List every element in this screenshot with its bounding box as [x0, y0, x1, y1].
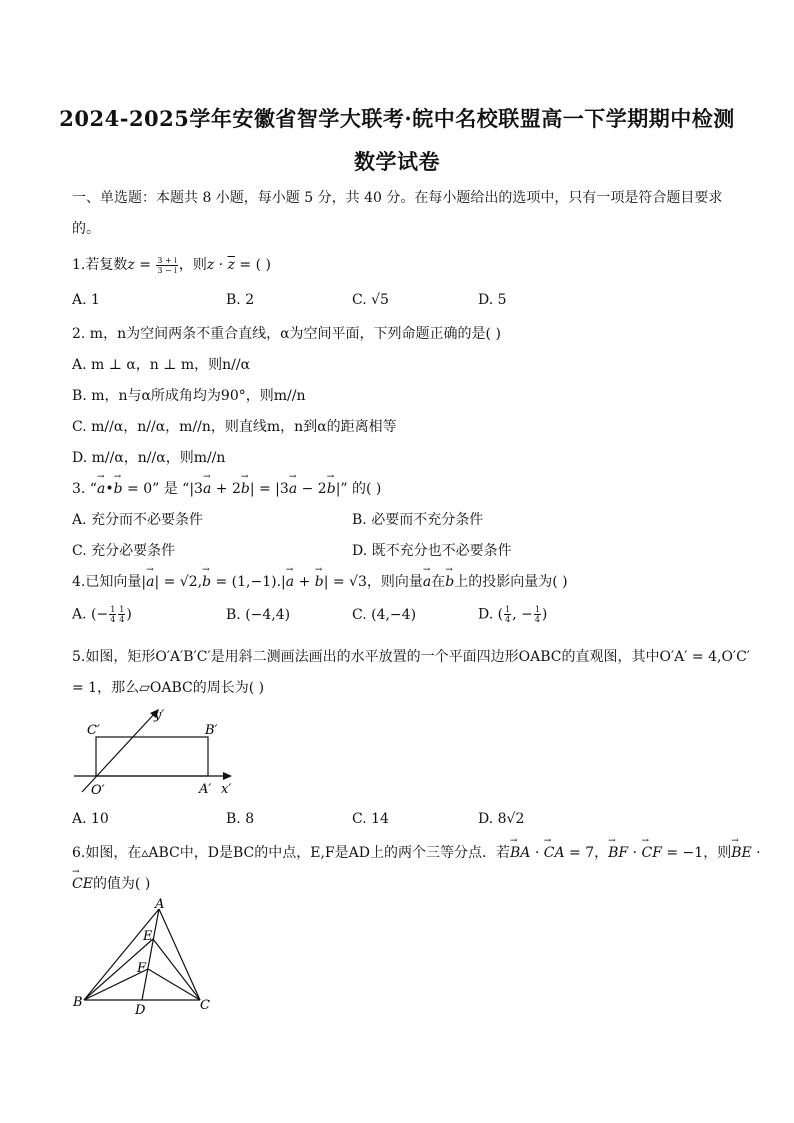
q6-s2: = 7， [564, 845, 609, 861]
q4-option-b: B. (−4,4) [226, 607, 291, 623]
question-5: 5.如图，矩形O′A′B′C′是用斜二测画法画出的水平放置的一个平面四边形OABC的直观图，其中O′A′ = 4,O′C′ [72, 649, 750, 665]
exam-subtitle: 数学试卷 [354, 149, 440, 174]
q1-option-c: C. √5 [352, 292, 389, 308]
question-6-cont [72, 873, 150, 893]
q6-side-ab [84, 909, 159, 1000]
q1-numerator: 3 + i [157, 255, 177, 265]
q1-mid: ，则 [178, 257, 207, 273]
q3-vec-a: → a [97, 481, 105, 497]
q6-s5: · [751, 845, 761, 861]
q4-vec-b: → b [202, 574, 211, 590]
q6-vec-ca: → CA [544, 845, 565, 861]
q4-p5: 在 [431, 574, 446, 590]
q3-option-d: D. 既不充分也不必要条件 [352, 543, 512, 559]
question-1 [72, 254, 271, 275]
q5-option-d: D. 8√2 [478, 811, 525, 827]
q6-vec-cf: → CF [641, 845, 661, 861]
section-instructions-cont: 的。 [72, 221, 100, 237]
q1-option-b: B. 2 [226, 292, 255, 308]
q5-option-b: B. 8 [226, 811, 255, 827]
q6-pre: 6.如图，在▵ABC中，D是BC的中点，E,F是AD上的两个三等分点．若 [72, 845, 510, 861]
q4-optd-f1-den: 4 [505, 615, 511, 624]
q5-x-arrow [223, 772, 232, 780]
question-2: 2. m，n为空间两条不重合直线，α为空间平面，下列命题正确的是( ) [72, 326, 501, 342]
q4-p2: = (1,−1).| [211, 574, 286, 590]
q5-figure [70, 702, 245, 802]
q4-optd-post: ) [541, 606, 548, 623]
q5-label-x: x′ [221, 782, 232, 797]
q4-vec-a2: → a [286, 574, 294, 590]
q6-seg-cf [148, 969, 200, 1000]
q6-vec-ce: → CE [72, 876, 93, 892]
q2-option-a: A. m ⊥ α，n ⊥ m，则n//α [72, 357, 251, 373]
q4-optd-f1-num: 1 [505, 605, 511, 614]
q4-optd-pre: D. ( [478, 606, 504, 623]
question-3 [72, 478, 381, 498]
q4-vec-a3: → a [423, 574, 431, 590]
q1-expr: z · [206, 257, 228, 273]
q2-option-c: C. m//α，n//α，m//n，则直线m，n到α的距离相等 [72, 419, 397, 435]
q5-label-b: B′ [205, 723, 218, 738]
exam-title: 2024-2025学年安徽省智学大联考·皖中名校联盟高一下学期期中检测 [59, 106, 735, 131]
q5-label-a: A′ [199, 782, 212, 797]
q3-pre: 3. “ [72, 481, 97, 497]
question-5-cont: = 1，那么▱OABC的周长为( ) [72, 680, 265, 696]
q3-option-b: B. 必要而不充分条件 [352, 512, 484, 528]
question-6 [72, 842, 761, 862]
q1-tail: = ( ) [234, 257, 271, 273]
q1-z: z [127, 257, 135, 273]
q6-vec-ba: → BA [510, 845, 530, 861]
q4-p3: + [294, 574, 315, 590]
q5-option-c: C. 14 [352, 811, 389, 827]
q1-fraction [156, 256, 177, 275]
q5-label-o: O′ [91, 783, 105, 798]
q6-s3: · [628, 845, 642, 861]
q6-vec-be: → BE [731, 845, 752, 861]
q4-opta-f2-den: 4 [119, 615, 125, 624]
q5-label-c: C′ [87, 723, 100, 738]
q6-label-e: E [143, 929, 153, 944]
q3-option-c: C. 充分必要条件 [72, 543, 176, 559]
q3-mid4: − 2 [297, 481, 327, 497]
q1-zbar: $\overline{z}$ [227, 257, 235, 273]
q4-opta-frac1 [109, 605, 116, 624]
q6-median-ad [142, 909, 159, 1000]
q4-opta-f2-num: 1 [119, 605, 125, 614]
q3-vec-b: → b [114, 481, 123, 497]
q4-opta-post: ) [126, 606, 132, 623]
q4-vec-b3: → b [445, 574, 454, 590]
q3-mid1: = 0” 是 “|3 [122, 481, 203, 497]
q1-option-d: D. 5 [478, 292, 507, 308]
q6-label-b: B [73, 995, 83, 1010]
q4-opta-f1-den: 4 [110, 615, 116, 624]
q5-label-y: y′ [154, 708, 165, 723]
q4-optd-mid: , − [512, 606, 533, 623]
q4-opta-pre: A. (− [72, 606, 109, 623]
q6-label-f: F [137, 961, 147, 976]
q1-denominator: 3 − i [157, 265, 177, 275]
q1-prefix: 1.若复数 [72, 257, 128, 273]
q3-mid2: + 2 [211, 481, 241, 497]
q3-mid3: | = |3 [249, 481, 289, 497]
q5-rectangle [96, 737, 208, 776]
question-4 [72, 571, 568, 591]
q4-p1: | = √2, [154, 574, 203, 590]
q3-vec-a2: → a [203, 481, 211, 497]
q5-option-a: A. 10 [72, 811, 109, 827]
q6-label-c: C [200, 998, 210, 1013]
q4-vec-b2: → b [315, 574, 324, 590]
q4-pre: 4.已知向量| [72, 574, 147, 590]
section-instructions: 一、单选题：本题共 8 小题，每小题 5 分，共 40 分。在每小题给出的选项中，只有一项是符合题目要求 [72, 190, 723, 206]
q6-s1: · [530, 845, 544, 861]
q4-vec-a: → a [146, 574, 154, 590]
q4-p4: | = √3，则向量 [323, 574, 423, 590]
q3-vec-b3: → b [327, 481, 336, 497]
q4-opta-frac2 [118, 605, 125, 624]
q2-option-d: D. m//α，n//α，则m//n [72, 450, 226, 466]
q4-option-a [72, 605, 132, 624]
q3-dot: • [105, 481, 114, 497]
q3-end: |” 的( ) [335, 481, 382, 497]
q2-option-b: B. m，n与α所成角均为90°，则m//n [72, 388, 306, 404]
q3-option-a: A. 充分而不必要条件 [72, 512, 204, 528]
q6-label-d: D [135, 1003, 146, 1018]
q1-eq: = [134, 257, 156, 273]
q4-optd-f2-den: 4 [534, 615, 540, 624]
q4-optd-frac2 [534, 605, 541, 624]
q4-opta-f1-num: 1 [110, 605, 116, 614]
q3-vec-a3: → a [289, 481, 297, 497]
q4-option-c: C. (4,−4) [352, 607, 417, 623]
q4-p6: 上的投影向量为( ) [454, 574, 568, 590]
q6-label-a: A [155, 897, 165, 912]
q4-optd-f2-num: 1 [534, 605, 540, 614]
q3-vec-b2: → b [241, 481, 250, 497]
q6-s4: = −1，则 [661, 845, 732, 861]
q4-option-d [478, 605, 547, 624]
q4-optd-frac1 [504, 605, 511, 624]
q6-figure [70, 896, 220, 1020]
q6-tail: 的值为( ) [92, 876, 151, 892]
q1-option-a: A. 1 [72, 292, 100, 308]
q6-vec-bf: → BF [608, 845, 628, 861]
